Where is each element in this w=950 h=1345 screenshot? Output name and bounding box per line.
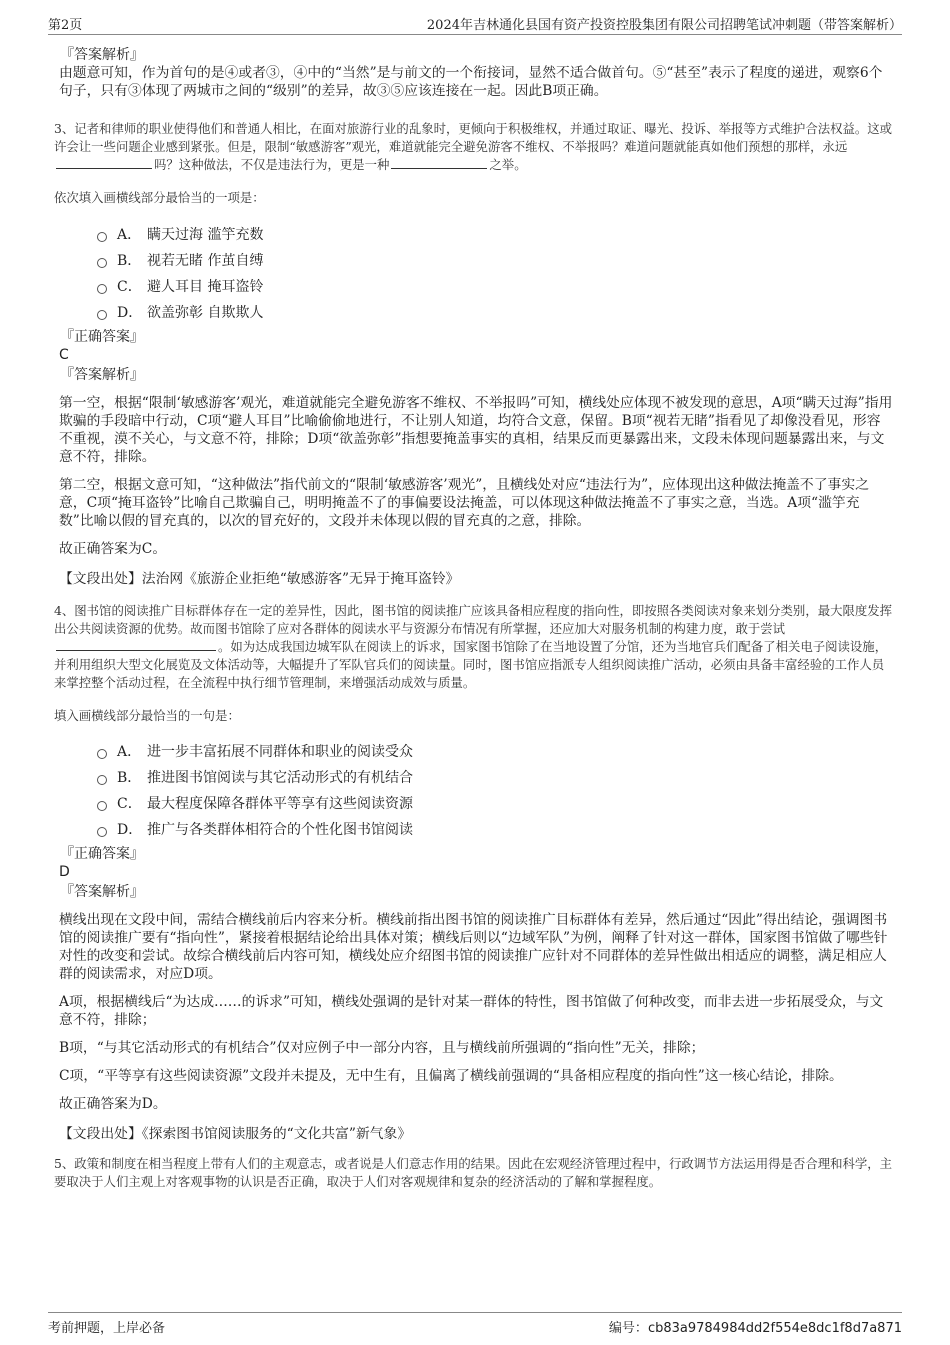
document-title: 2024年吉林通化县国有资产投资控股集团有限公司招聘笔试冲刺题（带答案解析）	[426, 18, 902, 33]
question-4-options	[97, 739, 893, 843]
correct-answer: D	[59, 864, 70, 880]
radio-icon[interactable]	[97, 827, 107, 837]
question-5-stem: 5、政策和制度在相当程度上带有人们的主观意志，或者说是人们意志作用的结果。因此在宏观经济管理过程中，行政调节方法运用得是否合理和科学，主要取决于人们主观上对客观事物的认识是否正确，取决于人们对客观规律和复杂的经济活动的了解和掌握程度。	[54, 1156, 893, 1189]
option-d[interactable]: D． 推广与各类群体相符合的个性化图书馆阅读	[97, 817, 893, 843]
question-4-stem: 4、图书馆的阅读推广目标群体存在一定的差异性，因此，图书馆的阅读推广应该具备相应程度的指向性，即按照各类阅读对象来划分类别，最大限度发挥出公共阅读资源的优势。故而图书馆除了应对各群体的阅读水平与资源分布情况有所掌握，还应加大对服务机制的构建力度，敢于尝试。如为达成我国边城军队在阅读上的诉求，国家图书馆除了在当地设置了分馆，还为当地官兵们配备了相关电子阅读设施，并利用组织大型文化展览及文体活动等，大幅提升了军队官兵们的阅读量。同时，图书馆应指派专人组织阅读推广活动，必须由具备丰富经验的工作人员来掌控整个活动过程，在全流程中执行细节管理制，来增强活动成效与质量。	[54, 602, 893, 690]
analysis-paragraph: 第一空，根据“限制‘敏感游客’观光，难道就能完全避免游客不维权、不举报吗”可知，横线处应体现不被发现的意思，A项“瞒天过海”指用欺骗的手段暗中行动，C项“避人耳目”比喻偷偷地进行，不让别人知道，均符合文意，保留。B项“视若无睹”指看见了却像没看见，形容不重视，漠不关心，与文意不符，排除；D项“欲盖弥彰”指想要掩盖事实的真相，结果反而更暴露出来，文段未体现问题暴露出来，与文意不符，排除。	[59, 394, 893, 465]
question-3-stem: 3、记者和律师的职业使得他们和普通人相比，在面对旅游行业的乱象时，更倾向于积极维权，并通过取证、曝光、投诉、举报等方式维护合法权益。这或许会让一些问题企业感到紧张。但是，限制“敏感游客”观光，难道就能完全避免游客不维权、不举报吗？难道问题就能真如他们预想的那样，永远吗？这种做法，不仅是违法行为，更是一种 之举。	[54, 121, 893, 172]
option-c[interactable]: C． 避人耳目 掩耳盗铃	[97, 274, 893, 300]
radio-icon[interactable]	[97, 232, 107, 242]
analysis-label: 『答案解析』	[60, 884, 144, 900]
blank-line	[56, 156, 152, 169]
top-analysis-text: 由题意可知，作为首句的是④或者③，④中的“当然”是与前文的一个衔接词，显然不适合做首句。⑤“甚至”表示了程度的递进，观察6个句子，只有③体现了两城市之间的“级别”的差异，故③⑤应该连接在一起。因此B项正确。	[59, 65, 883, 99]
question-3-instruction: 依次填入画横线部分最恰当的一项是：	[54, 190, 265, 205]
analysis-paragraph: B项，“与其它活动形式的有机结合”仅对应例子中一部分内容，且与横线前所强调的“指向性”无关，排除；	[59, 1040, 705, 1056]
correct-answer-label: 『正确答案』	[60, 846, 144, 862]
analysis-conclusion: 故正确答案为C。	[59, 540, 167, 557]
page-number: 第2页	[48, 18, 83, 33]
question-3-options	[97, 222, 893, 326]
radio-icon[interactable]	[97, 310, 107, 320]
option-b[interactable]: B． 视若无睹 作茧自缚	[97, 248, 893, 274]
analysis-paragraph: 横线出现在文段中间，需结合横线前后内容来分析。横线前指出图书馆的阅读推广目标群体有差异，然后通过“因此”得出结论，强调图书馆的阅读推广要有“指向性”，紧接着根据结论给出具体对策；横线后则以“边域军队”为例，阐释了针对这一群体，国家图书馆做了哪些针对性的改变和尝试。故综合横线前后内容可知，横线处应介绍图书馆的阅读推广应针对不同群体的差异性做出相适应的调整，满足相应人群的阅读需求，对应D项。	[59, 912, 888, 982]
option-b[interactable]: B． 推进图书馆阅读与其它活动形式的有机结合	[97, 765, 893, 791]
page-footer	[48, 1312, 902, 1336]
radio-icon[interactable]	[97, 801, 107, 811]
source-citation: 【文段出处】法治网《旅游企业拒绝“敏感游客”无异于掩耳盗铃》	[59, 570, 460, 587]
option-a[interactable]: A． 瞒天过海 滥竽充数	[97, 222, 893, 248]
option-a[interactable]: A． 进一步丰富拓展不同群体和职业的阅读受众	[97, 739, 893, 765]
analysis-label: 『答案解析』	[60, 366, 144, 383]
radio-icon[interactable]	[97, 284, 107, 294]
radio-icon[interactable]	[97, 775, 107, 785]
correct-answer-label: 『正确答案』	[60, 328, 144, 345]
analysis-paragraph: C项，“平等享有这些阅读资源”文段并未提及，无中生有，且偏离了横线前强调的“具备相应程度的指向性”这一核心结论，排除。	[59, 1068, 843, 1084]
option-c[interactable]: C． 最大程度保障各群体平等享有这些阅读资源	[97, 791, 893, 817]
footer-slogan: 考前押题，上岸必备	[48, 1321, 166, 1336]
top-analysis-label: 『答案解析』	[60, 47, 144, 63]
blank-line	[391, 156, 487, 169]
option-d[interactable]: D． 欲盖弥彰 自欺欺人	[97, 300, 893, 326]
source-citation: 【文段出处】《探索图书馆阅读服务的“文化共富”新气象》	[59, 1126, 412, 1142]
correct-answer: C	[59, 346, 69, 363]
radio-icon[interactable]	[97, 749, 107, 759]
blank-line	[56, 638, 216, 651]
analysis-paragraph: A项，根据横线后“为达成……的诉求”可知，横线处强调的是针对某一群体的特性，图书馆做了何种改变，而非去进一步拓展受众，与文意不符，排除；	[59, 994, 884, 1028]
page-content	[54, 46, 893, 1191]
page-header	[48, 14, 902, 35]
document-id: 编号：cb83a9784984dd2f554e8dc1f8d7a871	[608, 1321, 902, 1336]
analysis-conclusion: 故正确答案为D。	[59, 1096, 167, 1112]
analysis-paragraph: 第二空，根据文意可知，“这种做法”指代前文的“限制‘敏感游客’观光”，且横线处对应“违法行为”，应体现出这种做法掩盖不了事实之意，C项“掩耳盗铃”比喻自己欺骗自己，明明掩盖不了的事偏要设法掩盖，可以体现这种做法掩盖不了事实之意，当选。A项“滥竽充数”比喻以假的冒充真的，以次的冒充好的，文段并未体现以假的冒充真的之意，排除。	[59, 476, 869, 529]
question-4-instruction: 填入画横线部分最恰当的一句是：	[54, 707, 240, 723]
radio-icon[interactable]	[97, 258, 107, 268]
